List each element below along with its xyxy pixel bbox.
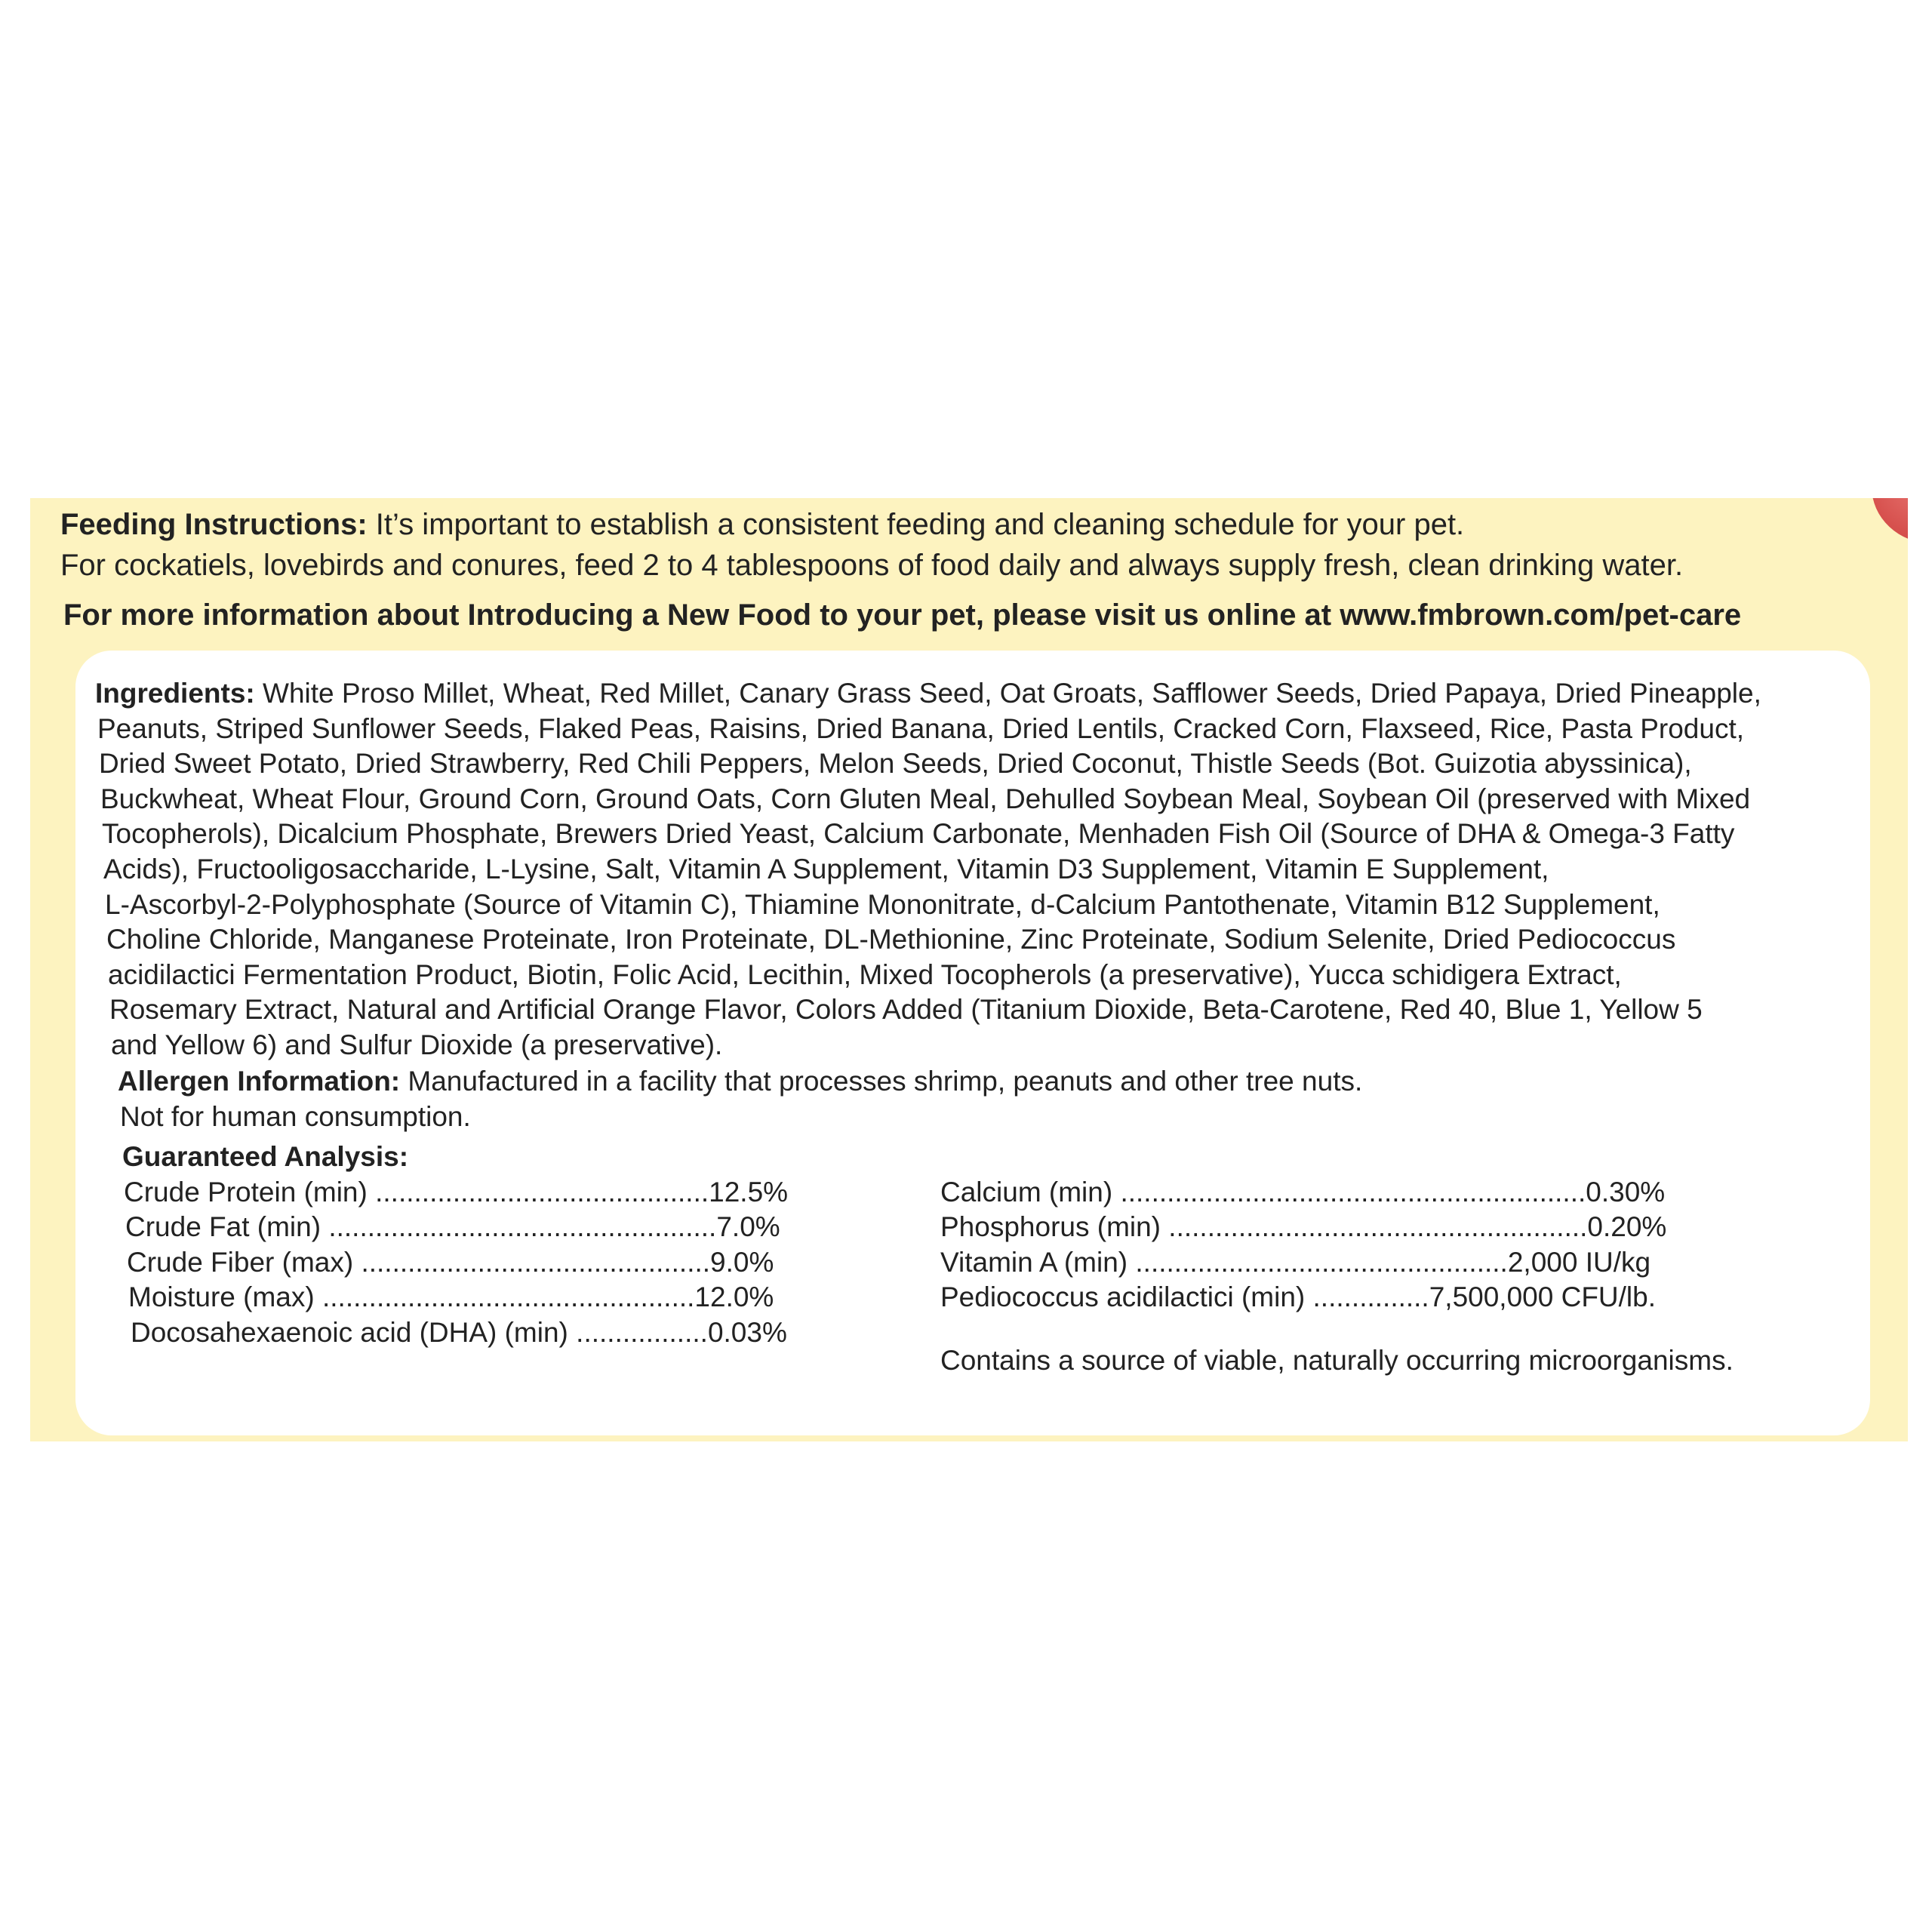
feeding-instructions xyxy=(60,504,1887,586)
feeding-line-1 xyxy=(60,504,1887,545)
allergen-heading: Allergen Information: xyxy=(118,1066,401,1097)
analysis-value: 2,000 IU/kg xyxy=(1507,1246,1651,1278)
analysis-value: 12.0% xyxy=(694,1281,774,1312)
ingredients-line: acidilactici Fermentation Product, Biotin, Folic Acid, Lecithin, Mixed Tocopherols (a preservative), Yucca schidigera Extract, xyxy=(108,958,1622,990)
analysis-dots: .................................................. xyxy=(328,1211,717,1242)
guaranteed-analysis-section xyxy=(122,1140,1858,1376)
analysis-label: Crude Protein (min) xyxy=(124,1176,376,1208)
ingredients-line: and Yellow 6) and Sulfur Dioxide (a preservative). xyxy=(111,1029,723,1060)
allergen-text-2: Not for human consumption. xyxy=(120,1100,471,1132)
more-info-text: For more information about Introducing a New Food to your pet, please visit us online at www.fmbrown.com/pet-care xyxy=(63,598,1742,632)
analysis-value: 7,500,000 CFU/lb. xyxy=(1429,1281,1657,1312)
allergen-section xyxy=(118,1064,1778,1134)
feeding-text-1: It’s important to establish a consistent feeding and cleaning schedule for your pet. xyxy=(367,508,1465,541)
analysis-dots: ............................................. xyxy=(361,1246,711,1278)
analysis-value: 9.0% xyxy=(710,1246,774,1278)
analysis-row xyxy=(122,1175,862,1211)
feeding-heading: Feeding Instructions: xyxy=(60,508,368,541)
analysis-dots: ................. xyxy=(576,1316,708,1348)
ingredients-line: L-Ascorbyl-2-Polyphosphate (Source of Vitamin C), Thiamine Mononitrate, d-Calcium Pantothenate, Vitamin B12 Supplement, xyxy=(105,888,1660,920)
ingredients-line: Rosemary Extract, Natural and Artificial Orange Flavor, Colors Added (Titanium Dioxide, Beta-Carotene, Red 40, Blue 1, Yellow 5 xyxy=(109,994,1703,1026)
analysis-heading: Guaranteed Analysis: xyxy=(122,1141,409,1172)
product-label-panel xyxy=(30,498,1908,1441)
ingredients-line: Tocopherols), Dicalcium Phosphate, Brewers Dried Yeast, Calcium Carbonate, Menhaden Fish Oil (Source of DHA & Omega-3 Fatty xyxy=(102,818,1735,850)
analysis-row xyxy=(940,1245,1740,1281)
info-card xyxy=(75,651,1870,1435)
analysis-left-column xyxy=(122,1175,862,1351)
ingredients-line: Acids), Fructooligosaccharide, L-Lysine, Salt, Vitamin A Supplement, Vitamin D3 Supplement, Vitamin E Supplement, xyxy=(103,853,1549,884)
analysis-row xyxy=(122,1280,862,1315)
analysis-row xyxy=(940,1175,1740,1211)
analysis-row xyxy=(122,1315,862,1351)
ingredients-line xyxy=(95,676,1854,712)
ingredients-line: Buckwheat, Wheat Flour, Ground Corn, Ground Oats, Corn Gluten Meal, Dehulled Soybean Meal, Soybean Oil (preserved with Mixed xyxy=(100,783,1751,814)
ingredients-line: Dried Sweet Potato, Dried Strawberry, Red Chili Peppers, Melon Seeds, Dried Coconut, Thistle Seeds (Bot. Guizotia abyssinica), xyxy=(99,748,1692,780)
analysis-label: Phosphorus (min) xyxy=(940,1211,1169,1242)
analysis-label: Pediococcus acidilactici (min) xyxy=(940,1281,1313,1312)
allergen-line-1 xyxy=(118,1064,1778,1100)
analysis-row xyxy=(122,1210,862,1245)
allergen-text-1: Manufactured in a facility that processes shrimp, peanuts and other tree nuts. xyxy=(400,1066,1363,1097)
ingredients-heading: Ingredients: xyxy=(95,678,255,709)
analysis-dots: ...................................................... xyxy=(1168,1211,1588,1242)
analysis-label: Vitamin A (min) xyxy=(940,1246,1136,1278)
analysis-label: Crude Fat (min) xyxy=(125,1211,329,1242)
analysis-value: 12.5% xyxy=(709,1176,789,1208)
analysis-row xyxy=(940,1210,1740,1245)
ingredients-text: White Proso Millet, Wheat, Red Millet, Canary Grass Seed, Oat Groats, Safflower Seeds, Dried Papaya, Dried Pineapple, xyxy=(254,678,1761,709)
analysis-label: Docosahexaenoic acid (DHA) (min) xyxy=(131,1316,577,1348)
microorganisms-note: Contains a source of viable, naturally occurring microorganisms. xyxy=(940,1345,1734,1376)
analysis-dots: ................................................ xyxy=(1135,1246,1508,1278)
analysis-right-column xyxy=(940,1175,1740,1315)
analysis-row xyxy=(940,1280,1740,1315)
analysis-value: 7.0% xyxy=(716,1211,780,1242)
analysis-label: Crude Fiber (max) xyxy=(127,1246,361,1278)
analysis-dots: ................................................ xyxy=(321,1281,695,1312)
ingredients-line: Peanuts, Striped Sunflower Seeds, Flaked Peas, Raisins, Dried Banana, Dried Lentils, Cracked Corn, Flaxseed, Rice, Pasta Product, xyxy=(97,712,1745,744)
analysis-value: 0.20% xyxy=(1587,1211,1667,1242)
analysis-value: 0.03% xyxy=(707,1316,787,1348)
analysis-value: 0.30% xyxy=(1586,1176,1666,1208)
feeding-text-2: For cockatiels, lovebirds and conures, feed 2 to 4 tablespoons of food daily and always supply fresh, clean drinking water. xyxy=(60,549,1684,582)
analysis-row xyxy=(122,1245,862,1281)
analysis-dots: ........................................... xyxy=(375,1176,709,1208)
analysis-label: Calcium (min) xyxy=(940,1176,1121,1208)
analysis-dots: ............... xyxy=(1312,1281,1429,1312)
ingredients-line: Choline Chloride, Manganese Proteinate, Iron Proteinate, DL-Methionine, Zinc Proteinate, Sodium Selenite, Dried Pediococcus xyxy=(106,924,1676,955)
analysis-dots: ............................................................ xyxy=(1120,1176,1586,1208)
ingredients-section xyxy=(95,676,1854,1063)
analysis-label: Moisture (max) xyxy=(128,1281,322,1312)
